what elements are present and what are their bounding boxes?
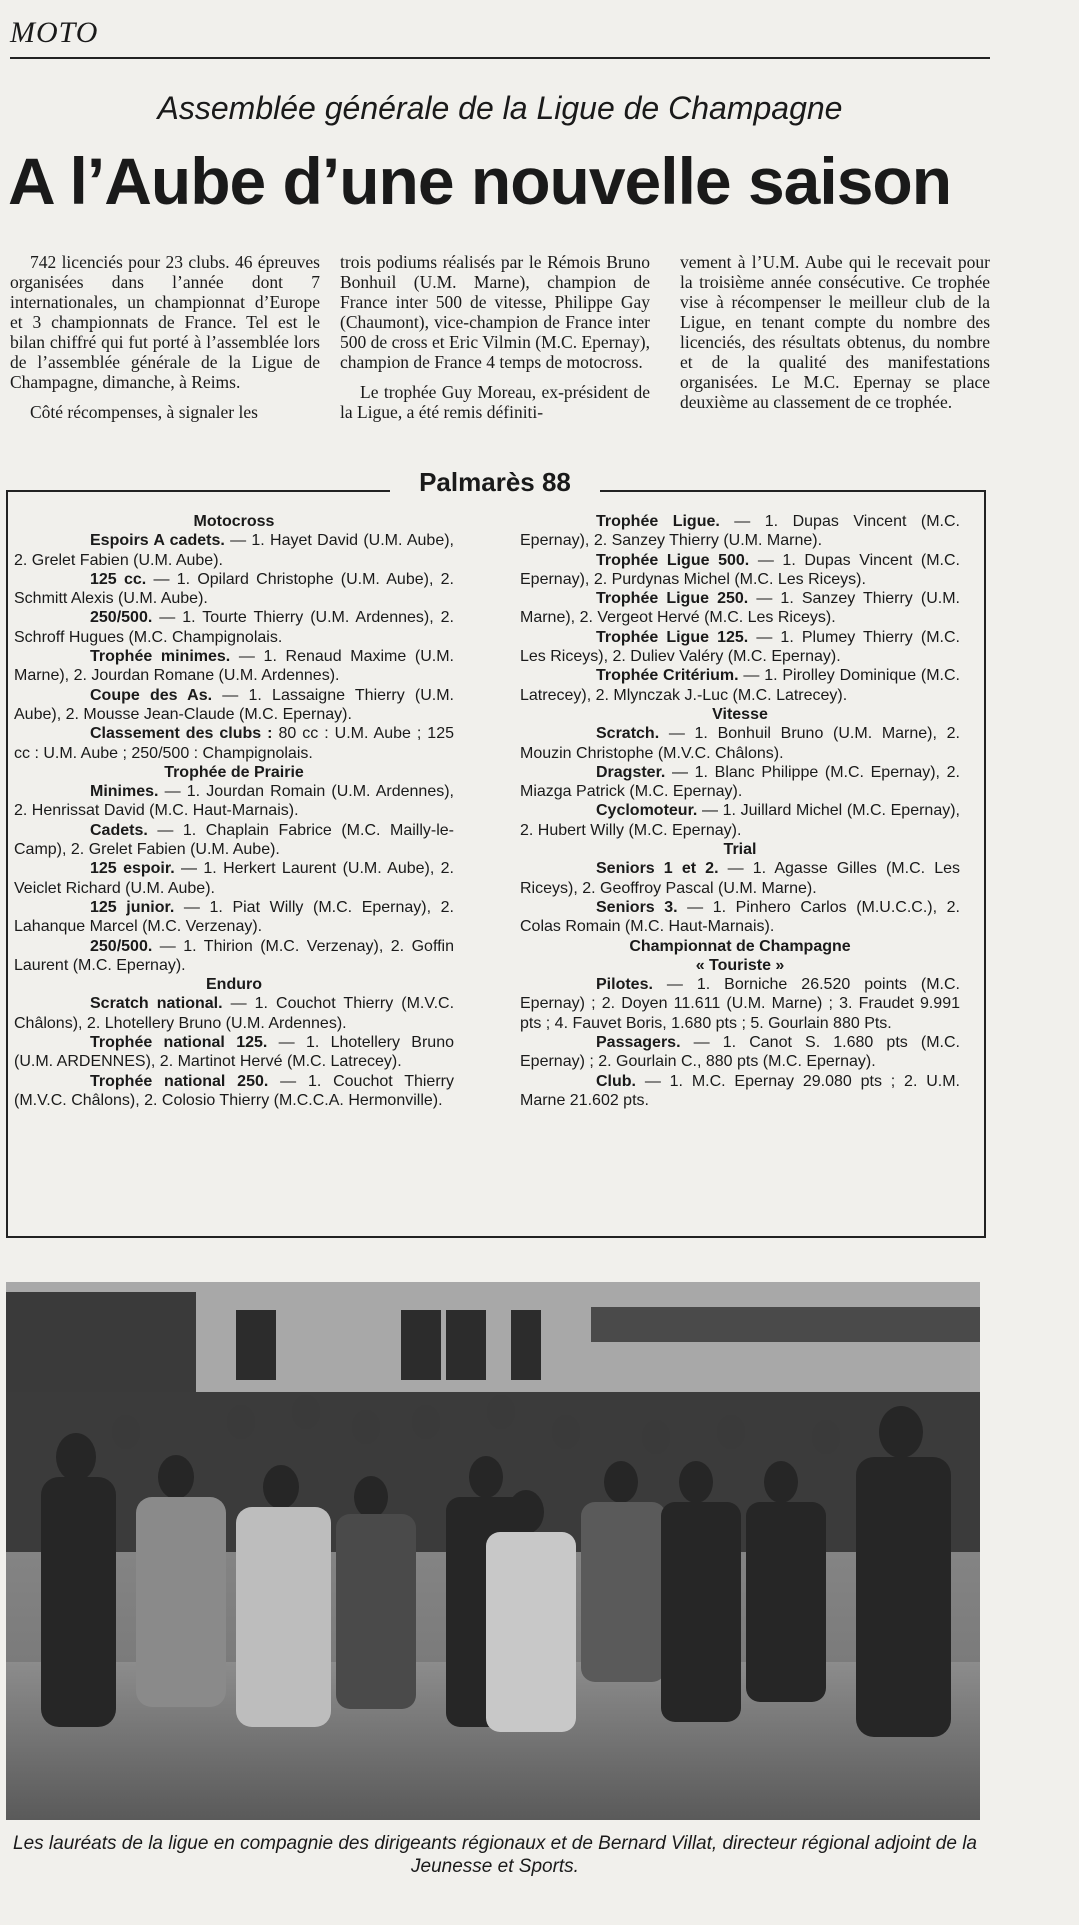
palmares-entry-category: Pilotes. (596, 976, 653, 994)
palmares-heading: Championnat de Champagne (629, 937, 851, 955)
palmares-entry-results: — 1. Lassaigne Thierry (U.M. Aube), 2. Mousse Jean-Claude (M.C. Epernay). (14, 686, 455, 723)
palmares-entry-category: Club. (596, 1072, 636, 1090)
palmares-entry-results: — 1. Borniche 26.520 points (M.C. Epernay) ; 2. Doyen 11.611 (U.M. Marne) ; 3. Fraudet 9.991 pts ; 4. Fauvet Boris, 1.680 pts ; 5. Gourlain 880 Pts. (520, 976, 960, 1032)
palmares-entry-category: 125 cc. (90, 570, 147, 588)
palmares-entry-category: Trophée Critérium. (596, 667, 739, 685)
palmares-entry (520, 801, 960, 840)
intro-column-2 (340, 252, 650, 432)
palmares-entry-results: — 1. Blanc Philippe (M.C. Epernay), 2. Miazga Patrick (M.C. Epernay). (520, 763, 960, 801)
palmares-entry-category: Seniors 3. (596, 898, 678, 916)
palmares-entry (520, 724, 960, 763)
palmares-entry-results: — 1. Thirion (M.C. Verzenay), 2. Goffin Laurent (M.C. Epernay). (14, 937, 454, 974)
palmares-entry (14, 859, 454, 898)
palmares-entry-category: Scratch national. (90, 995, 223, 1013)
palmares-entry-results: — 1. Dupas Vincent (M.C. Epernay), 2. Sanzey Thierry (U.M. Marne). (520, 513, 960, 550)
intro-column-3 (680, 252, 990, 422)
palmares-entry (520, 859, 960, 898)
palmares-entry (14, 686, 454, 725)
intro-paragraph: 742 licenciés pour 23 clubs. 46 épreuves organisées dans l’année dont 7 internationales, un championnat d’Europe et 3 championnats de France. Tel est le bilan chiffré qui fut porté à l’assemblée lors de l’assemblée générale de la Ligue de Champagne, dimanche, à Reims. (10, 252, 320, 392)
palmares-entry (14, 570, 454, 609)
palmares-entry-category: 125 junior. (90, 898, 175, 916)
palmares-entry-results: — 1. Agasse Gilles (M.C. Les Riceys), 2. Geoffroy Pascal (U.M. Marne). (520, 860, 961, 897)
palmares-entry-category: Trophée Ligue. (596, 513, 720, 530)
palmares-entry-results: — 1. Opilard Christophe (U.M. Aube), 2. Schmitt Alexis (U.M. Aube). (14, 570, 454, 608)
palmares-entry-results: 80 cc : U.M. Aube ; 125 cc : U.M. Aube ; 250/500 : Champignolais. (14, 725, 454, 762)
palmares-entry-results: — 1. Tourte Thierry (U.M. Ardennes), 2. Schroff Hugues (M.C. Champignolais. (14, 609, 454, 646)
palmares-entry-category: Cyclomoteur. (596, 802, 698, 820)
palmares-entry (520, 589, 960, 628)
palmares-entry-results: — 1. Dupas Vincent (M.C. Epernay), 2. Purdynas Michel (M.C. Les Riceys). (520, 551, 960, 588)
palmares-entry-results: — 1. Chaplain Fabrice (M.C. Mailly-le-Camp), 2. Grelet Fabien (U.M. Aube). (14, 821, 454, 859)
palmares-entry-results: — 1. Plumey Thierry (M.C. Les Riceys), 2. Duliev Valéry (M.C. Epernay). (520, 628, 960, 666)
palmares-entry (14, 782, 454, 821)
palmares-entry (520, 512, 960, 551)
palmares-entry-category: Trophée Ligue 500. (596, 551, 750, 569)
palmares-entry-category: Minimes. (90, 783, 159, 801)
palmares-entry-category: Scratch. (596, 725, 660, 743)
intro-column-1 (10, 252, 320, 432)
palmares-entry-results: — 1. Herkert Laurent (U.M. Aube), 2. Veiclet Richard (U.M. Aube). (14, 860, 455, 897)
palmares-right-column (520, 512, 960, 1110)
palmares-entry-results: — 1. Lhotellery Bruno (U.M. ARDENNES), 2. Martinot Hervé (M.C. Latrecey). (14, 1034, 454, 1071)
photo-caption: Les lauréats de la ligue en compagnie des dirigeants régionaux et de Bernard Villat, directeur régional adjoint de la Jeunesse et Sports. (13, 1833, 977, 1877)
palmares-entry (14, 1072, 454, 1111)
palmares-heading: Enduro (206, 976, 262, 994)
palmares-entry-category: Trophée Ligue 250. (596, 590, 749, 608)
palmares-entry-results: — 1. Sanzey Thierry (U.M. Marne), 2. Vergeot Hervé (M.C. Les Riceys). (520, 590, 961, 627)
palmares-entry (14, 531, 454, 570)
intro-paragraph: vement à l’U.M. Aube qui le recevait pour la troisième année consécutive. Ce trophée vise à récompenser le meilleur club de la Ligue, en tenant compte du nombre des licenciés, des résultats obtenus, du nombre et de la qualité des manifestations organisées. Le M.C. Epernay se place deuxième au classement de ce trophée. (680, 252, 990, 412)
palmares-entry (520, 975, 960, 1033)
palmares-heading: Trial (723, 841, 757, 859)
article-headline: A l’Aube d’une nouvelle saison (8, 144, 952, 218)
palmares-entry-category: Passagers. (596, 1034, 681, 1052)
palmares-entry-results: — 1. Couchot Thierry (M.V.C. Châlons), 2. Lhotellery Bruno (U.M. Ardennes). (14, 995, 455, 1032)
palmares-entry-results: — 1. Hayet David (U.M. Aube), 2. Grelet Fabien (U.M. Aube). (14, 532, 454, 569)
palmares-entry-results: — 1. Canot S. 1.680 pts (M.C. Epernay) ; 2. Gourlain C., 880 pts (M.C. Epernay). (520, 1034, 960, 1071)
palmares-title: Palmarès 88 (390, 462, 600, 502)
intro-paragraph: trois podiums réalisés par le Rémois Bruno Bonhuil (U.M. Marne), champion de France inter 500 de vitesse, Philippe Gay (Chaumont), vice-champion de France inter 500 de cross et Eric Vilmin (M.C. Epernay), champion de France 4 temps de motocross. (340, 252, 650, 372)
palmares-entry-results: — 1. Piat Willy (M.C. Epernay), 2. Lahanque Marcel (M.C. Verzenay). (14, 898, 454, 936)
palmares-entry (14, 608, 454, 647)
intro-paragraph: Côté récompenses, à signaler les (30, 402, 258, 422)
palmares-entry (520, 666, 960, 705)
palmares-entry-category: 125 espoir. (90, 860, 175, 878)
palmares-entry-category: Coupe des As. (90, 686, 213, 704)
palmares-entry-category: 250/500. (90, 937, 153, 955)
palmares-entry-category: Trophée Ligue 125. (596, 628, 749, 646)
palmares-entry-category: Seniors 1 et 2. (596, 860, 719, 878)
palmares-entry (520, 1072, 960, 1111)
palmares-entry (520, 628, 960, 667)
palmares-entry (14, 994, 454, 1033)
section-rubric: MOTO (10, 16, 99, 49)
intro-paragraph: Le trophée Guy Moreau, ex-président de la Ligue, a été remis définiti- (340, 382, 650, 422)
palmares-entry-category: Classement des clubs : (90, 725, 273, 743)
article-kicker: Assemblée générale de la Ligue de Champagne (157, 90, 843, 126)
palmares-entry (14, 937, 454, 976)
palmares-entry-results: — 1. M.C. Epernay 29.080 pts ; 2. U.M. Marne 21.602 pts. (520, 1072, 960, 1109)
palmares-entry-category: Trophée national 125. (90, 1034, 268, 1052)
palmares-entry-category: Espoirs A cadets. (90, 532, 225, 550)
palmares-entry-results: — 1. Bonhuil Bruno (U.M. Marne), 2. Mouzin Christophe (M.V.C. Châlons). (520, 725, 960, 762)
palmares-entry-results: — 1. Renaud Maxime (U.M. Marne), 2. Jourdan Romane (U.M. Ardennes). (14, 648, 454, 685)
palmares-entry (520, 551, 960, 590)
palmares-entry (520, 898, 960, 937)
palmares-heading: Trophée de Prairie (164, 763, 304, 781)
palmares-heading: Vitesse (712, 705, 768, 723)
palmares-entry (14, 647, 454, 686)
palmares-entry-category: 250/500. (90, 609, 153, 627)
palmares-entry-results: — 1. Jourdan Romain (U.M. Ardennes), 2. Henrissat David (M.C. Haut-Marnais). (14, 783, 454, 820)
palmares-entry-category: Cadets. (90, 821, 148, 839)
palmares-entry-category: Trophée national 250. (90, 1072, 269, 1090)
palmares-entry (14, 821, 454, 860)
group-photo (6, 1282, 980, 1820)
palmares-entry-results: — 1. Pirolley Dominique (M.C. Latrecey), 2. Mlynczak J.-Luc (M.C. Latrecey). (520, 667, 960, 704)
palmares-entry-results: — 1. Couchot Thierry (M.V.C. Châlons), 2. Colosio Thierry (M.C.C.A. Hermonville). (14, 1072, 454, 1109)
palmares-entry (14, 1033, 454, 1072)
palmares-entry-results: — 1. Juillard Michel (M.C. Epernay), 2. Hubert Willy (M.C. Epernay). (520, 802, 960, 839)
palmares-heading: « Touriste » (695, 956, 785, 974)
palmares-entry (14, 724, 454, 763)
palmares-left-column (14, 512, 454, 1110)
palmares-entry (14, 898, 454, 937)
palmares-heading: Motocross (193, 513, 275, 530)
palmares-entry-results: — 1. Pinhero Carlos (M.U.C.C.), 2. Colas Romain (M.C. Haut-Marnais). (520, 898, 960, 936)
palmares-entry-category: Trophée minimes. (90, 648, 231, 666)
palmares-entry (520, 763, 960, 802)
palmares-entry-category: Dragster. (596, 763, 666, 781)
palmares-entry (520, 1033, 960, 1072)
rubric-divider (10, 57, 990, 59)
group-photo-image (6, 1282, 980, 1820)
